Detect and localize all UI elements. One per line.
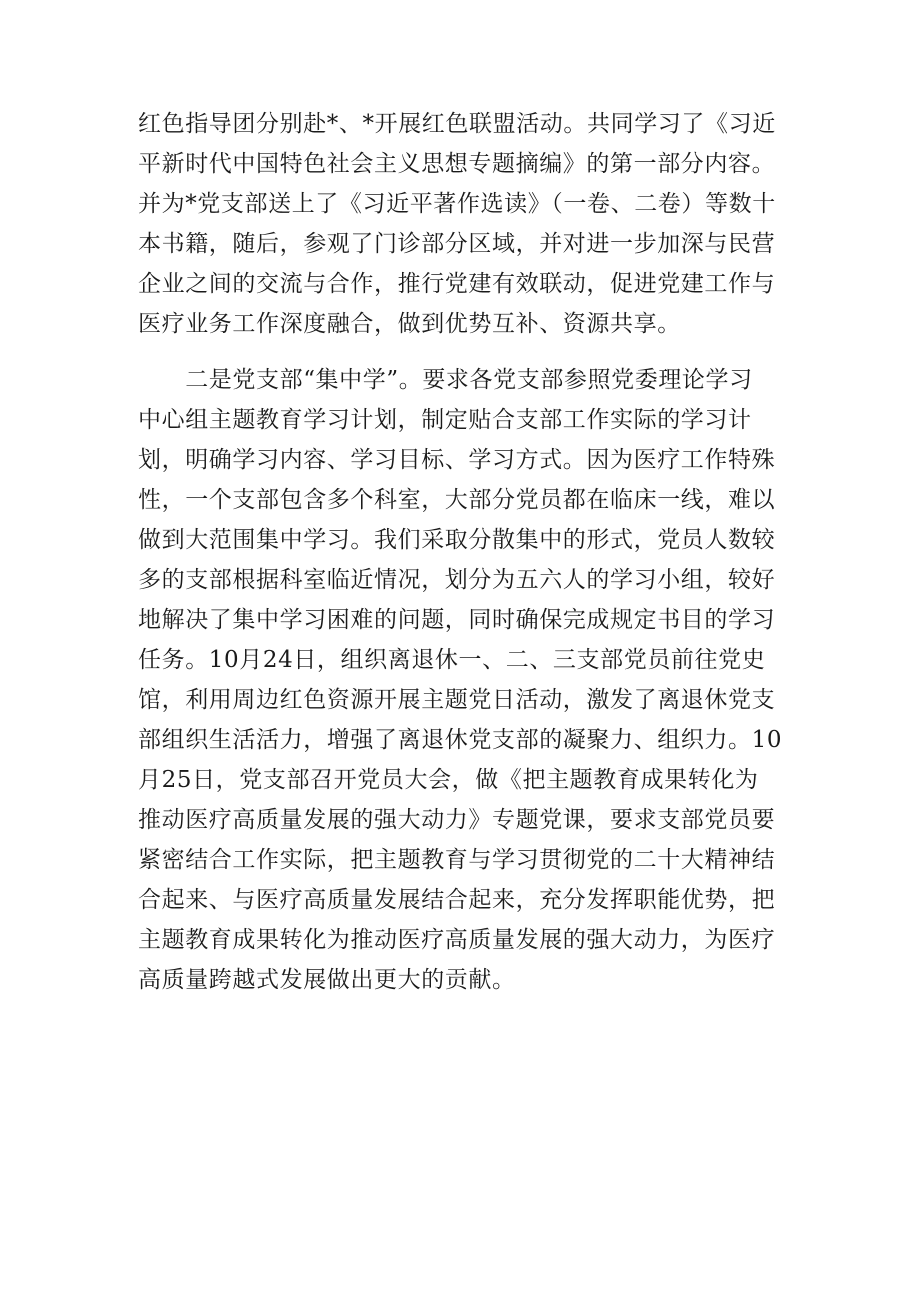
text-line: 平新时代中国特色社会主义思想专题摘编》的第一部分内容。: [138, 151, 776, 177]
text-line: 部组织生活活力，增强了离退休党支部的凝聚力、组织力。10: [138, 727, 783, 753]
text-line: 性，一个支部包含多个科室，大部分党员都在临床一线，难以: [138, 487, 776, 513]
text-line: 主题教育成果转化为推动医疗高质量发展的强大动力，为医疗: [138, 927, 776, 953]
text-line: 划，明确学习内容、学习目标、学习方式。因为医疗工作特殊: [138, 447, 776, 473]
text-line: 紧密结合工作实际，把主题教育与学习贯彻党的二十大精神结: [138, 847, 776, 873]
text-line: 馆，利用周边红色资源开展主题党日活动，激发了离退休党支: [138, 687, 776, 713]
paragraph-2: [138, 360, 783, 1000]
text-line: 高质量跨越式发展做出更大的贡献。: [138, 967, 516, 993]
text-line: 月25日，党支部召开党员大会，做《把主题教育成果转化为: [138, 767, 759, 793]
text-line: 企业之间的交流与合作，推行党建有效联动，促进党建工作与: [138, 271, 776, 297]
text-line: 做到大范围集中学习。我们采取分散集中的形式，党员人数较: [138, 527, 776, 553]
text-line: 医疗业务工作深度融合，做到优势互补、资源共享。: [138, 311, 681, 337]
document-body: [138, 104, 783, 1000]
paragraph-spacer: [138, 344, 778, 360]
text-line: 多的支部根据科室临近情况，划分为五六人的学习小组，较好: [138, 567, 776, 593]
text-line: 地解决了集中学习困难的问题，同时确保完成规定书目的学习: [138, 607, 776, 633]
text-line: 本书籍，随后，参观了门诊部分区域，并对进一步加深与民营: [138, 231, 776, 257]
text-line: 红色指导团分别赴*、*开展红色联盟活动。共同学习了《习近: [138, 111, 776, 137]
text-line: 二是党支部“集中学”。要求各党支部参照党委理论学习: [138, 367, 753, 393]
text-line: 任务。10月24日，组织离退休一、二、三支部党员前往党史: [138, 647, 766, 673]
text-line: 中心组主题教育学习计划，制定贴合支部工作实际的学习计: [138, 407, 752, 433]
paragraph-1: [138, 104, 778, 344]
text-line: 推动医疗高质量发展的强大动力》专题党课，要求支部党员要: [138, 807, 776, 833]
text-line: 并为*党支部送上了《习近平著作选读》（一卷、二卷）等数十: [138, 191, 776, 217]
text-line: 合起来、与医疗高质量发展结合起来，充分发挥职能优势，把: [138, 887, 776, 913]
